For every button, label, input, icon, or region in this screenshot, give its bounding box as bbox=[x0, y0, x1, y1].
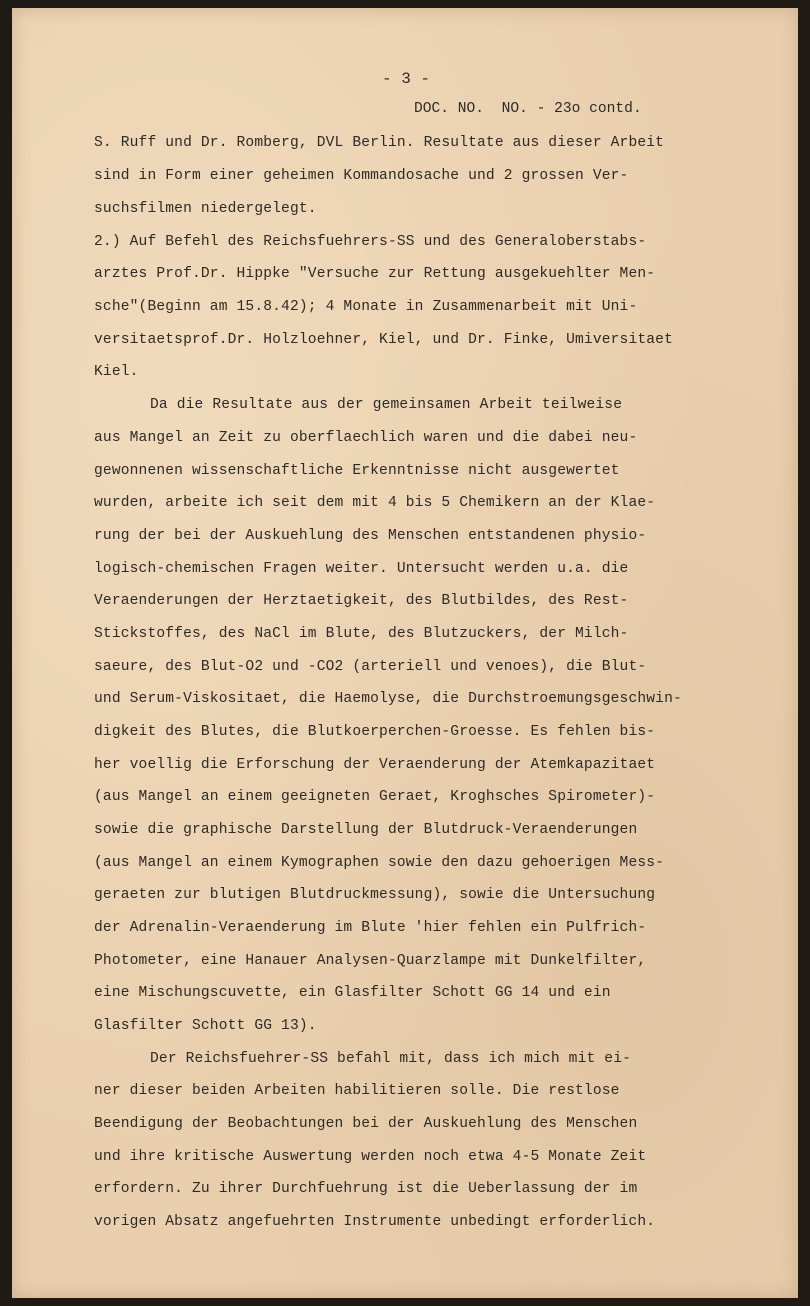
text-line: und Serum-Viskositaet, die Haemolyse, die Durchstroemungsgeschwin- bbox=[94, 691, 682, 707]
text-line: ner dieser beiden Arbeiten habilitieren solle. Die restlose bbox=[94, 1083, 620, 1099]
text-line: Glasfilter Schott GG 13). bbox=[94, 1018, 317, 1034]
text-line: rung der bei der Auskuehlung des Menschen entstandenen physio- bbox=[94, 528, 647, 544]
text-line: suchsfilmen niedergelegt. bbox=[94, 201, 317, 217]
text-line: aus Mangel an Zeit zu oberflaechlich waren und die dabei neu- bbox=[94, 430, 638, 446]
text-line: und ihre kritische Auswertung werden noch etwa 4-5 Monate Zeit bbox=[94, 1149, 647, 1165]
document-reference: DOC. NO. NO. - 23o contd. bbox=[414, 101, 642, 117]
text-line: vorigen Absatz angefuehrten Instrumente unbedingt erforderlich. bbox=[94, 1214, 656, 1230]
text-line: (aus Mangel an einem geeigneten Geraet, Kroghsches Spirometer)- bbox=[94, 789, 656, 805]
text-line: S. Ruff und Dr. Romberg, DVL Berlin. Resultate aus dieser Arbeit bbox=[94, 135, 665, 151]
text-line: Der Reichsfuehrer-SS befahl mit, dass ich mich mit ei- bbox=[150, 1051, 632, 1067]
text-line: saeure, des Blut-O2 und -CO2 (arteriell und venoes), die Blut- bbox=[94, 659, 647, 675]
text-line: arztes Prof.Dr. Hippke "Versuche zur Rettung ausgekuehlter Men- bbox=[94, 266, 656, 282]
text-line: digkeit des Blutes, die Blutkoerperchen-Groesse. Es fehlen bis- bbox=[94, 724, 656, 740]
text-line: logisch-chemischen Fragen weiter. Untersucht werden u.a. die bbox=[94, 561, 629, 577]
text-line: (aus Mangel an einem Kymographen sowie den dazu gehoerigen Mess- bbox=[94, 855, 665, 871]
text-line: Stickstoffes, des NaCl im Blute, des Blutzuckers, der Milch- bbox=[94, 626, 629, 642]
text-line: eine Mischungscuvette, ein Glasfilter Schott GG 14 und ein bbox=[94, 985, 611, 1001]
text-line: Veraenderungen der Herztaetigkeit, des Blutbildes, des Rest- bbox=[94, 593, 629, 609]
text-line: gewonnenen wissenschaftliche Erkenntnisse nicht ausgewertet bbox=[94, 463, 620, 479]
text-line: erfordern. Zu ihrer Durchfuehrung ist die Ueberlassung der im bbox=[94, 1181, 638, 1197]
text-line: geraeten zur blutigen Blutdruckmessung), sowie die Untersuchung bbox=[94, 887, 656, 903]
text-line: der Adrenalin-Veraenderung im Blute 'hier fehlen ein Pulfrich- bbox=[94, 920, 647, 936]
page-number: - 3 - bbox=[382, 70, 431, 88]
text-line: Kiel. bbox=[94, 364, 139, 380]
text-line: wurden, arbeite ich seit dem mit 4 bis 5 Chemikern an der Klae- bbox=[94, 495, 656, 511]
text-line: 2.) Auf Befehl des Reichsfuehrers-SS und des Generaloberstabs- bbox=[94, 234, 647, 250]
text-line: Photometer, eine Hanauer Analysen-Quarzlampe mit Dunkelfilter, bbox=[94, 953, 647, 969]
text-line: sind in Form einer geheimen Kommandosache und 2 grossen Ver- bbox=[94, 168, 629, 184]
text-line: Beendigung der Beobachtungen bei der Auskuehlung des Menschen bbox=[94, 1116, 638, 1132]
text-line: sche"(Beginn am 15.8.42); 4 Monate in Zusammenarbeit mit Uni- bbox=[94, 299, 638, 315]
text-line: sowie die graphische Darstellung der Blutdruck-Veraenderungen bbox=[94, 822, 638, 838]
text-line: Da die Resultate aus der gemeinsamen Arbeit teilweise bbox=[150, 397, 623, 413]
text-line: versitaetsprof.Dr. Holzloehner, Kiel, und Dr. Finke, Umiversitaet bbox=[94, 332, 673, 348]
text-line: her voellig die Erforschung der Veraenderung der Atemkapazitaet bbox=[94, 757, 656, 773]
